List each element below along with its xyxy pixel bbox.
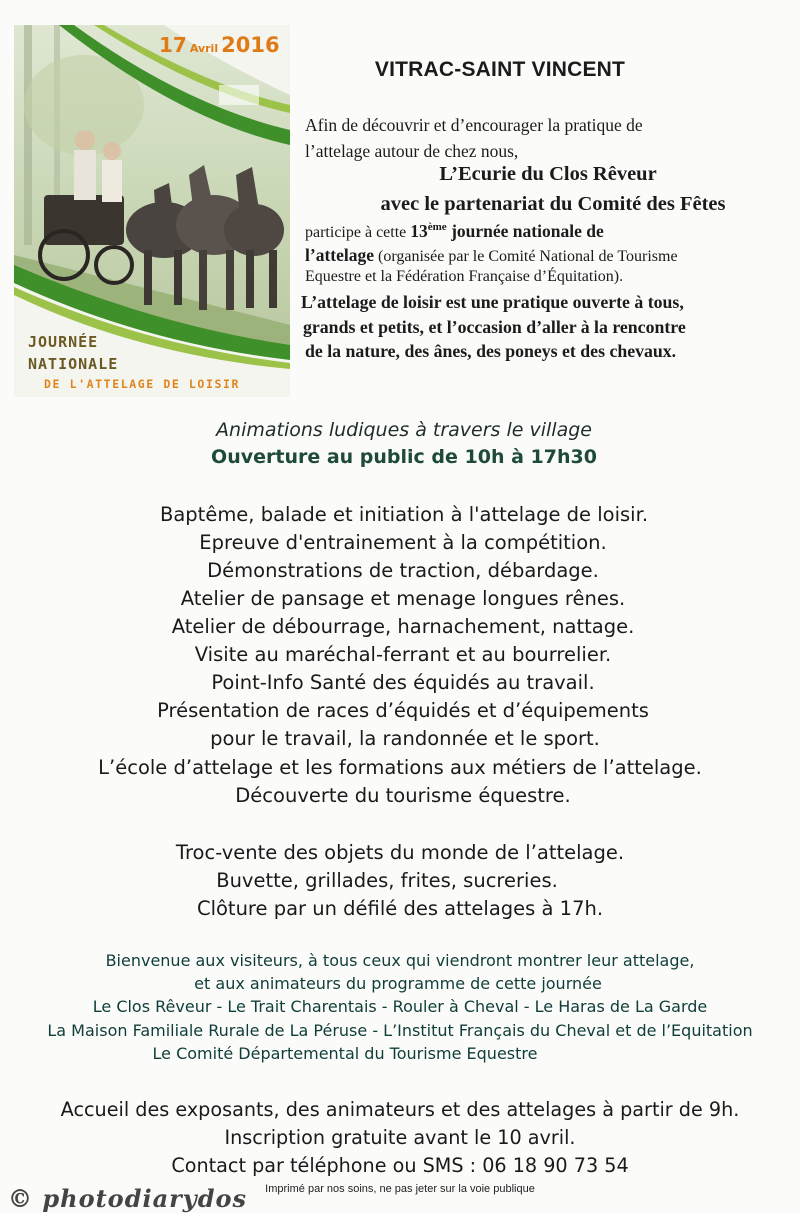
activity-item: L’école d’attelage et les formations aux métiers de l’attelage.: [98, 756, 702, 779]
registration-info: Inscription gratuite avant le 10 avril.: [224, 1126, 576, 1149]
animations-subtitle: Animations ludiques à travers le village: [216, 419, 592, 441]
activity-item: Démonstrations de traction, débardage.: [207, 559, 599, 582]
extra-item: Troc-vente des objets du monde de l’attelage.: [175, 841, 625, 864]
intro-line-2: l’attelage autour de chez nous,: [305, 141, 519, 161]
thanks-line: et aux animateurs du programme de cette journée: [194, 974, 602, 993]
activity-item: Baptême, balade et initiation à l'attelage de loisir.: [159, 503, 649, 526]
city-title: VITRAC-SAINT VINCENT: [374, 58, 626, 81]
poster-date: 17 Avril 2016: [159, 33, 280, 57]
leisure-line-3: de la nature, des ânes, des poneys et des chevaux.: [305, 341, 677, 361]
poster-title-line3: DE L'ATTELAGE DE LOISIR: [44, 377, 241, 391]
partners-line: La Maison Familiale Rurale de La Péruse - L’Institut Français du Cheval et de l’Equitation: [47, 1021, 753, 1040]
poster-title-line1: JOURNÉE: [28, 333, 99, 351]
exhibitor-welcome: Accueil des exposants, des animateurs et des attelages à partir de 9h.: [60, 1098, 740, 1121]
activity-item: pour le travail, la randonnée et le sport.: [210, 727, 600, 750]
extra-item: Clôture par un défilé des attelages à 17h.: [196, 897, 604, 920]
activity-item: Découverte du tourisme équestre.: [235, 784, 571, 807]
activity-item: Présentation de races d’équidés et d’équipements: [157, 699, 649, 722]
organised-line-1: l’attelage (organisée par le Comité National de Tourisme: [305, 245, 678, 265]
activity-item: Epreuve d'entrainement à la compétition.: [199, 531, 607, 554]
activity-item: Point-Info Santé des équidés au travail.: [211, 671, 595, 694]
activity-item: Atelier de débourrage, harnachement, nattage.: [171, 615, 635, 638]
poster-title-line2: NATIONALE: [28, 355, 119, 373]
activity-item: Visite au maréchal-ferrant et au bourrelier.: [194, 643, 612, 666]
partners-line: Le Comité Départemental du Tourisme Equestre: [152, 1044, 538, 1063]
opening-hours: Ouverture au public de 10h à 17h30: [211, 446, 597, 468]
intro-line-1: Afin de découvrir et d’encourager la pratique de: [305, 115, 643, 135]
partnership-line: avec le partenariat du Comité des Fêtes: [380, 193, 726, 215]
leisure-line-1: L’attelage de loisir est une pratique ouverte à tous,: [301, 292, 684, 312]
organised-line-2: Equestre et la Fédération Française d’Équitation).: [305, 268, 624, 285]
contact-info: Contact par téléphone ou SMS : 06 18 90 73 54: [171, 1154, 629, 1177]
photo-watermark: © photodiarydos: [8, 1184, 248, 1213]
thanks-line: Bienvenue aux visiteurs, à tous ceux qui viendront montrer leur attelage,: [105, 951, 695, 970]
print-footnote: Imprimé par nos soins, ne pas jeter sur la voie publique: [265, 1183, 535, 1195]
participation-line: participe à cette 13ème journée nationale de: [305, 221, 604, 241]
leisure-line-2: grands et petits, et l’occasion d’aller à la rencontre: [303, 317, 686, 337]
event-poster-image: [14, 25, 290, 397]
activity-item: Atelier de pansage et menage longues rênes.: [180, 587, 626, 610]
partners-line: Le Clos Rêveur - Le Trait Charentais - Rouler à Cheval - Le Haras de La Garde: [92, 997, 708, 1016]
extra-item: Buvette, grillades, frites, sucreries.: [216, 869, 558, 892]
organizer-name: L’Ecurie du Clos Rêveur: [439, 163, 657, 185]
